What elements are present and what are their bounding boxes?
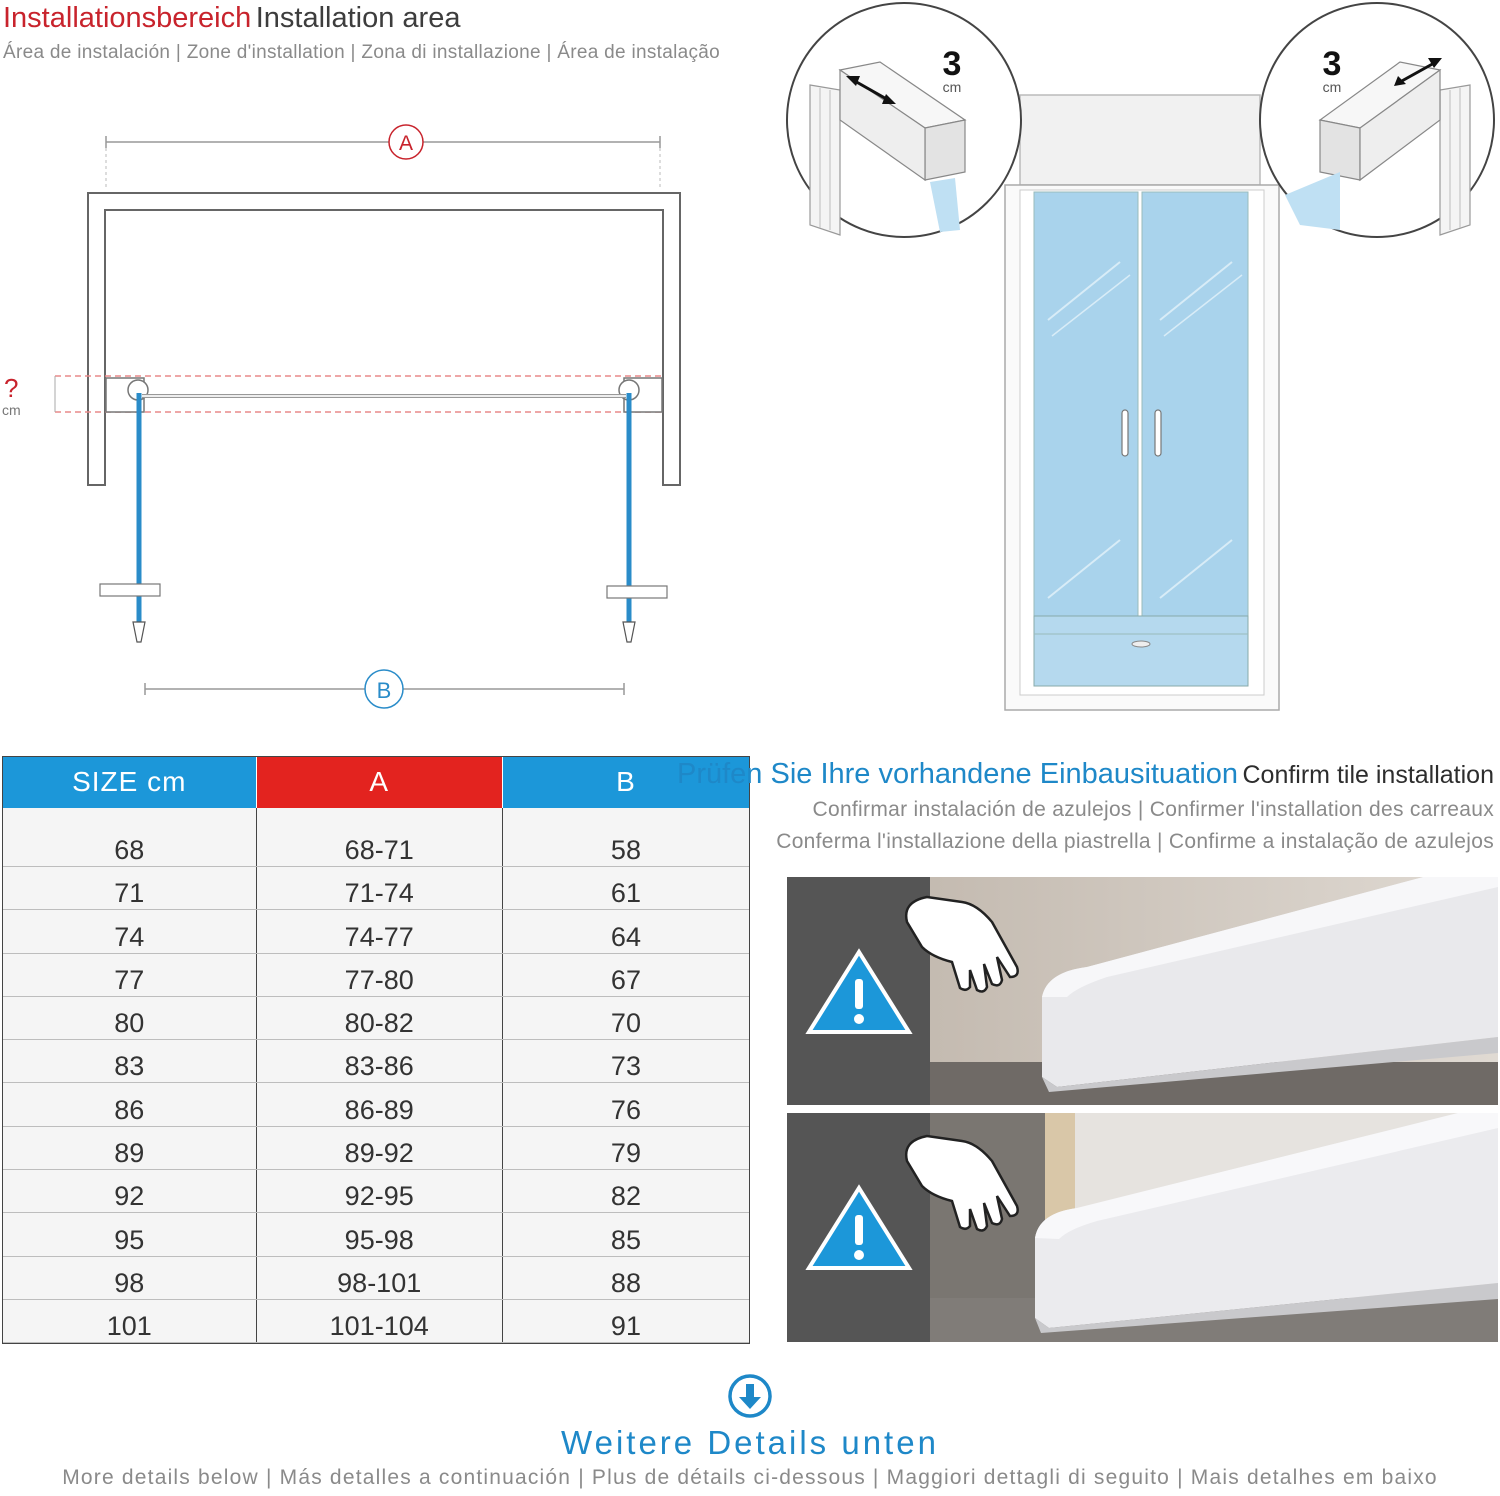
- confirm-line-2: Conferma l'installazione della piastrella | Confirme a instalação de azulejos: [776, 830, 1494, 853]
- confirm-title-de: Prüfen Sie Ihre vorhandene Einbausituation: [676, 758, 1239, 790]
- table-row: [3, 867, 749, 910]
- more-details-subtitle: More details below | Más detalles a continuación | Plus de détails ci-dessous | Maggiori dettagli di seguito | Mais detalhes em baixo: [62, 1466, 1438, 1489]
- door-handle-right: [1155, 410, 1161, 456]
- shower-door-illustration: [780, 0, 1500, 720]
- cell-size: 98: [3, 1256, 256, 1299]
- cell-b: 76: [502, 1083, 749, 1126]
- cell-a: 89-92: [256, 1126, 502, 1169]
- table-row: [3, 953, 749, 996]
- cell-b: 88: [502, 1256, 749, 1299]
- confirm-heading: [677, 758, 1494, 791]
- header-size: SIZE cm: [3, 756, 256, 808]
- confirm-line-1: Confirmar instalación de azulejos | Confirmer l'installation des carreaux: [812, 798, 1494, 821]
- cell-size: 92: [3, 1170, 256, 1213]
- cell-size: 74: [3, 910, 256, 953]
- cell-b: 85: [502, 1213, 749, 1256]
- table-row: [3, 910, 749, 953]
- gap-question: ?: [4, 373, 19, 403]
- cell-size: 86: [3, 1083, 256, 1126]
- cell-b: 58: [502, 808, 749, 867]
- cell-b: 79: [502, 1126, 749, 1169]
- detail-right-value: 3: [1322, 45, 1342, 83]
- cell-a: 71-74: [256, 867, 502, 910]
- cell-a: 92-95: [256, 1170, 502, 1213]
- cell-size: 80: [3, 996, 256, 1039]
- cell-size: 89: [3, 1126, 256, 1169]
- confirm-title-en: Confirm tile installation: [1242, 761, 1494, 789]
- table-row: [3, 1256, 749, 1299]
- cell-a: 86-89: [256, 1083, 502, 1126]
- handle-right: [607, 586, 667, 598]
- cell-b: 70: [502, 996, 749, 1039]
- cell-b: 91: [502, 1299, 749, 1342]
- cell-b: 67: [502, 953, 749, 996]
- door-handle-left: [1122, 410, 1128, 456]
- cell-a: 80-82: [256, 996, 502, 1039]
- cell-a: 77-80: [256, 953, 502, 996]
- cell-a: 95-98: [256, 1213, 502, 1256]
- table-row: [3, 1040, 749, 1083]
- cell-size: 101: [3, 1299, 256, 1342]
- size-table-header: [3, 756, 749, 808]
- tile-photo-2: [787, 1113, 1498, 1342]
- install-title-en: Installation area: [255, 2, 461, 34]
- wall-outline: [88, 193, 680, 485]
- handle-left: [100, 584, 160, 596]
- install-title-de: Installationsbereich: [3, 2, 252, 34]
- cell-a: 101-104: [256, 1299, 502, 1342]
- install-heading: [3, 2, 460, 35]
- cell-a: 83-86: [256, 1040, 502, 1083]
- cell-size: 71: [3, 867, 256, 910]
- table-row: [3, 1299, 749, 1342]
- header-b: B: [502, 756, 749, 808]
- header-a: A: [256, 756, 502, 808]
- table-row: [3, 1126, 749, 1169]
- size-table: [3, 756, 749, 1343]
- arrow-down-icon[interactable]: [727, 1373, 773, 1419]
- detail-left-value: 3: [942, 45, 962, 83]
- detail-left-unit: cm: [942, 79, 962, 95]
- cell-b: 73: [502, 1040, 749, 1083]
- dimension-a-label: A: [398, 132, 414, 155]
- cell-size: 68: [3, 808, 256, 867]
- table-row: [3, 1083, 749, 1126]
- tile-photo-1: [787, 877, 1498, 1105]
- cell-b: 82: [502, 1170, 749, 1213]
- install-subtitle: Área de instalación | Zone d'installation | Zona di installazione | Área de instalação: [3, 42, 721, 63]
- table-row: [3, 808, 749, 867]
- more-details-title: Weitere Details unten: [561, 1424, 939, 1461]
- table-row: [3, 1170, 749, 1213]
- table-row: [3, 996, 749, 1039]
- cell-size: 83: [3, 1040, 256, 1083]
- detail-right-unit: cm: [1322, 79, 1342, 95]
- cell-size: 77: [3, 953, 256, 996]
- installation-diagram: [0, 110, 720, 720]
- cell-b: 64: [502, 910, 749, 953]
- cell-b: 61: [502, 867, 749, 910]
- table-row: [3, 1213, 749, 1256]
- gap-unit: cm: [2, 402, 21, 418]
- cell-a: 74-77: [256, 910, 502, 953]
- cell-a: 68-71: [256, 808, 502, 867]
- cell-size: 95: [3, 1213, 256, 1256]
- dimension-b-label: B: [376, 678, 392, 703]
- cell-a: 98-101: [256, 1256, 502, 1299]
